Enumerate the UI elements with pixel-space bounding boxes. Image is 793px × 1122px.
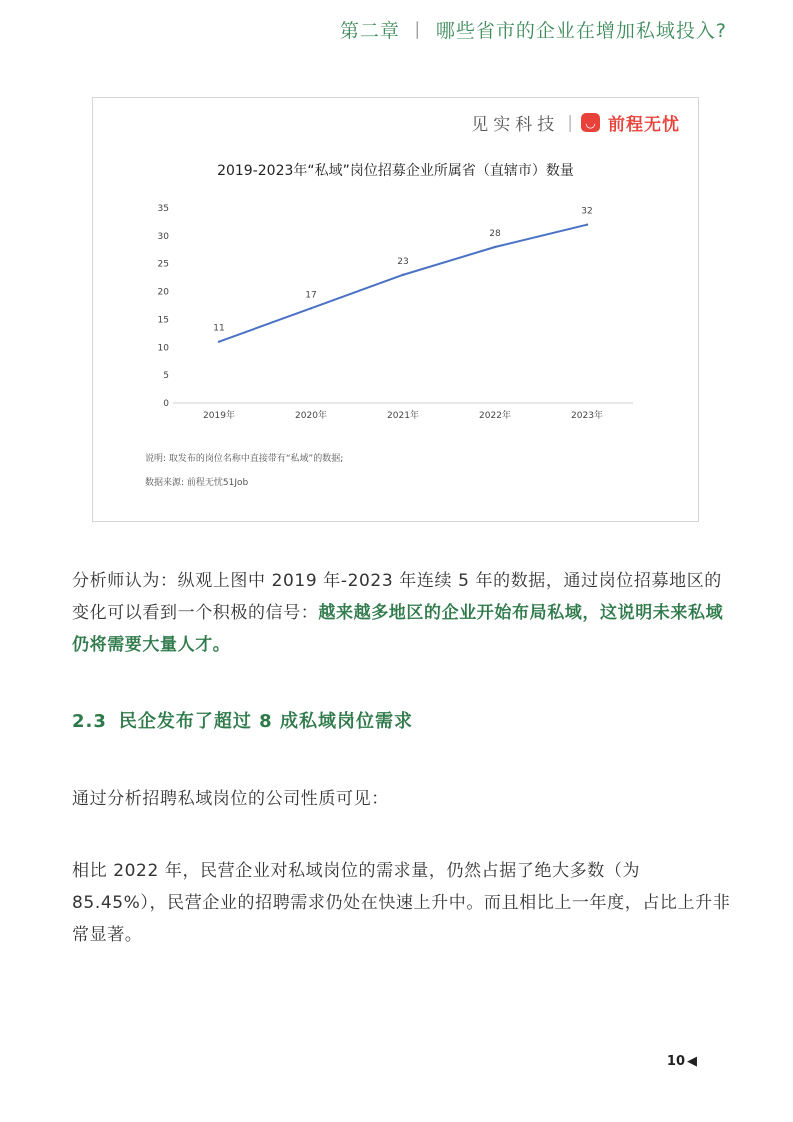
data-label: 32 [581,206,593,217]
section-heading [72,707,413,733]
data-point [586,224,588,226]
line-chart [93,193,698,433]
series-line [219,225,587,342]
finding-paragraph: 相比 2022 年，民营企业对私域岗位的需求量，仍然占据了绝大多数（为 85.45%），民营企业的招聘需求仍处在快速上升中。而且相比上一年度，占比上升非常显著。 [72,861,731,945]
x-tick-label: 2021年 [387,411,419,421]
y-tick-label: 5 [163,371,169,382]
data-point [310,307,312,309]
chapter-title: 哪些省市的企业在增加私域投入? [435,20,727,42]
page-number-text: 10 [666,1054,685,1069]
page-arrow-icon: ◀ [687,1054,697,1069]
brand-bar [471,110,680,135]
x-tick-label: 2022年 [479,411,511,421]
y-tick-label: 15 [157,315,169,326]
intro-paragraph: 通过分析招聘私域岗位的公司性质可见： [72,789,389,809]
data-point [402,274,404,276]
analysis-highlight: 越来越多地区的企业开始布局私域，这说明未来私域仍将需要大量人才。 [72,603,724,655]
chapter-header [340,16,727,43]
y-tick-label: 10 [157,343,169,354]
brand-qiancheng: 前程无忧 [608,115,680,135]
y-tick-label: 25 [157,259,169,270]
analysis-text: 分析师认为：纵观上图中 2019 年-2023 年连续 5 年的数据，通过岗位招募地区的变化可以看到一个积极的信号： [72,571,722,623]
qiancheng-logo-icon: ◡ [581,113,600,132]
data-label: 17 [305,290,317,301]
data-label: 23 [397,256,409,267]
chart-source: 数据来源: 前程无忧51Job [145,478,249,488]
section-title: 民企发布了超过 8 成私域岗位需求 [118,711,413,732]
data-label: 11 [213,323,225,334]
y-tick-label: 0 [163,399,169,409]
chart-title: 2019-2023年“私域”岗位招募企业所属省（直辖市）数量 [217,163,574,179]
y-tick-label: 30 [157,231,169,242]
brand-separator: | [567,112,573,133]
analysis-paragraph [72,565,732,661]
chart-figure [92,97,699,522]
section-number: 2.3 [72,711,107,732]
data-point [494,246,496,248]
brand-jianshi: 见实科技 [471,115,560,135]
y-tick-label: 35 [157,204,169,214]
data-label: 28 [489,229,501,239]
y-tick-label: 20 [157,287,169,298]
data-point [218,341,220,343]
chapter-label: 第二章 [339,20,400,42]
page-number [667,1054,697,1069]
chart-note: 说明: 取发布的岗位名称中直接带有“私域”的数据; [145,454,344,464]
x-tick-label: 2019年 [203,411,235,421]
x-tick-label: 2023年 [571,411,603,421]
header-separator: 丨 [407,20,428,42]
x-tick-label: 2020年 [295,411,327,421]
